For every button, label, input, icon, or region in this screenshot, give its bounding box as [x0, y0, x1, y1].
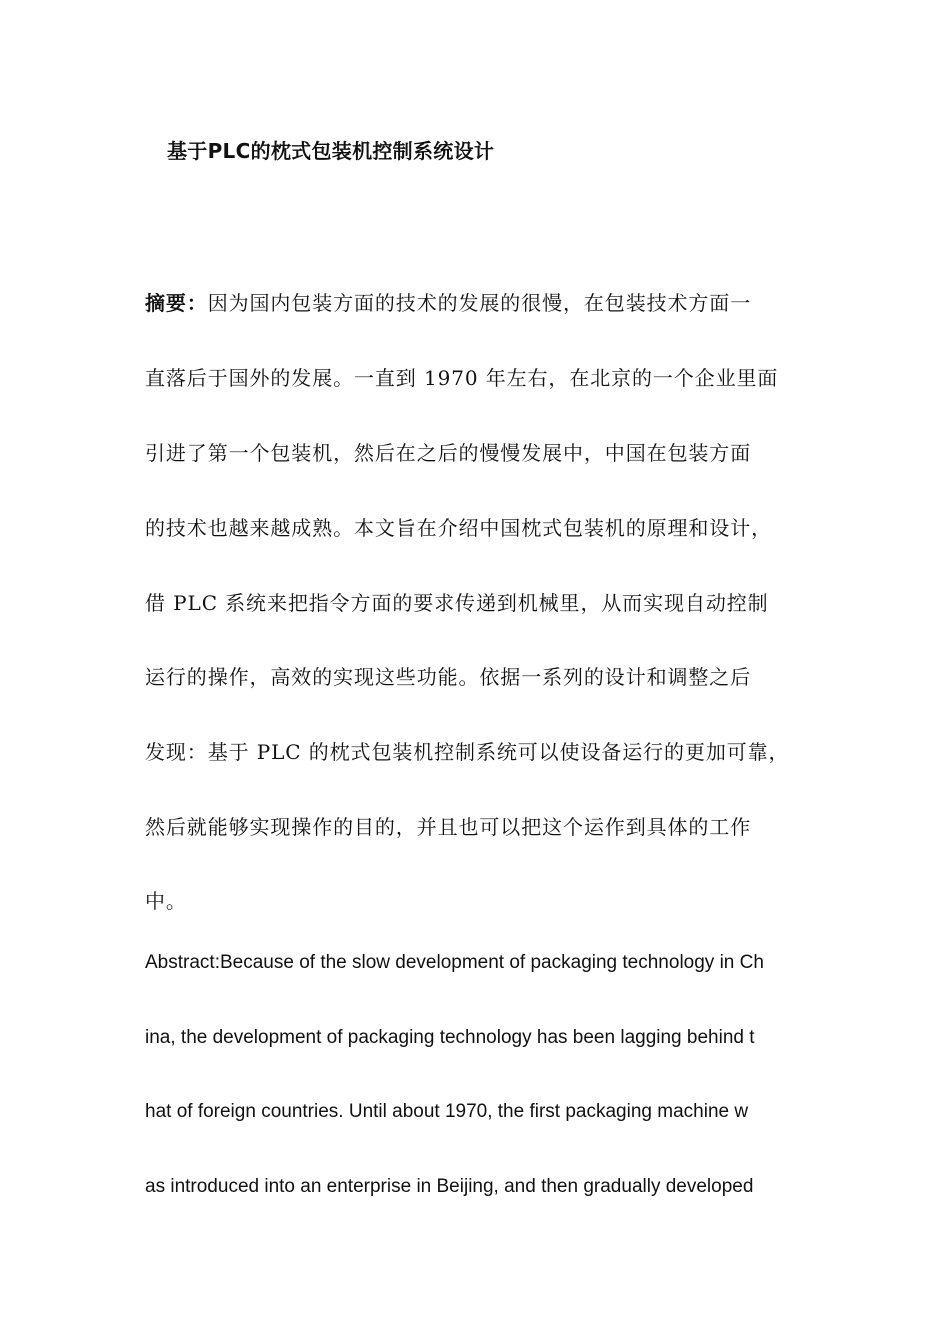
- abstract-cn-line-2: 直落后于国外的发展。一直到 1970 年左右，在北京的一个企业里面: [145, 366, 779, 390]
- abstract-cn-line-1: [145, 288, 751, 318]
- abstract-en-line-1: Abstract:Because of the slow development of packaging technology in Ch: [145, 952, 764, 973]
- abstract-cn-label: 摘要：: [145, 291, 208, 315]
- abstract-en-line-3: hat of foreign countries. Until about 1970, the first packaging machine w: [145, 1101, 749, 1122]
- abstract-en-line-2: ina, the development of packaging technology has been lagging behind t: [145, 1027, 755, 1048]
- abstract-en-line-4: as introduced into an enterprise in Beijing, and then gradually developed: [145, 1176, 754, 1197]
- page-title: 基于PLC的枕式包装机控制系统设计: [167, 139, 495, 163]
- abstract-cn-line-5: 借 PLC 系统来把指令方面的要求传递到机械里，从而实现自动控制: [145, 591, 769, 615]
- abstract-cn-line-7: 发现：基于 PLC 的枕式包装机控制系统可以使设备运行的更加可靠，: [145, 740, 790, 764]
- abstract-cn-line-9: 中。: [145, 889, 187, 913]
- abstract-cn-line-3: 引进了第一个包装机，然后在之后的慢慢发展中，中国在包装方面: [145, 441, 752, 465]
- abstract-cn-line-8: 然后就能够实现操作的目的，并且也可以把这个运作到具体的工作: [145, 815, 752, 839]
- abstract-cn-line-6: 运行的操作，高效的实现这些功能。依据一系列的设计和调整之后: [145, 665, 752, 689]
- abstract-cn-line-4: 的技术也越来越成熟。本文旨在介绍中国枕式包装机的原理和设计，: [145, 516, 772, 540]
- abstract-cn-text: 因为国内包装方面的技术的发展的很慢，在包装技术方面一: [207, 291, 752, 315]
